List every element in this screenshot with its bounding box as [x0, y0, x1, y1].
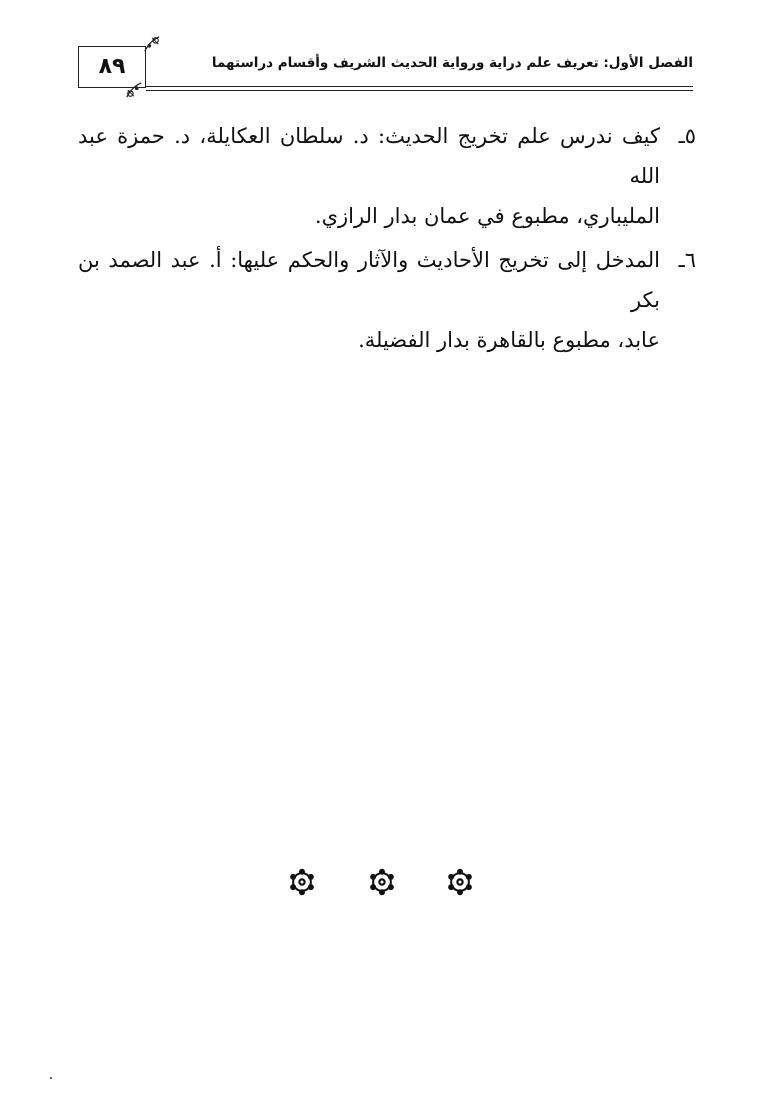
reference-text: [78, 116, 660, 236]
reference-number: ٥ـ: [678, 124, 696, 148]
flower-ornament-icon: [368, 868, 396, 896]
reference-line: كيف ندرس علم تخريج الحديث: د. سلطان العكايلة، د. حمزة عبد الله: [78, 124, 660, 188]
running-title: الفصل الأول: تعريف علم دراية ورواية الحديث الشريف وأقسام دراستهما: [211, 55, 693, 71]
reference-item: [78, 116, 696, 236]
reference-text: [78, 240, 660, 360]
reference-list: [78, 116, 696, 364]
reference-item: [78, 240, 696, 360]
scan-speck: [50, 1077, 52, 1079]
flower-ornament-icon: [446, 868, 474, 896]
page-header: [78, 42, 693, 94]
reference-line: المدخل إلى تخريج الأحاديث والآثار والحكم عليها: أ. عبد الصمد بن بكر: [78, 248, 660, 312]
section-divider: [0, 868, 760, 898]
header-rule: [146, 86, 693, 87]
reference-line: عابد، مطبوع بالقاهرة بدار الفضيلة.: [358, 328, 660, 352]
flower-ornament-icon: [288, 868, 316, 896]
corner-ornament-icon: [143, 35, 161, 53]
reference-number: ٦ـ: [678, 248, 696, 272]
page-number: ٨٩: [98, 54, 126, 79]
header-rule: [146, 90, 693, 91]
reference-line: المليباري، مطبوع في عمان بدار الرازي.: [314, 204, 660, 228]
page-number-frame: [78, 46, 146, 88]
corner-ornament-icon: [125, 81, 143, 99]
